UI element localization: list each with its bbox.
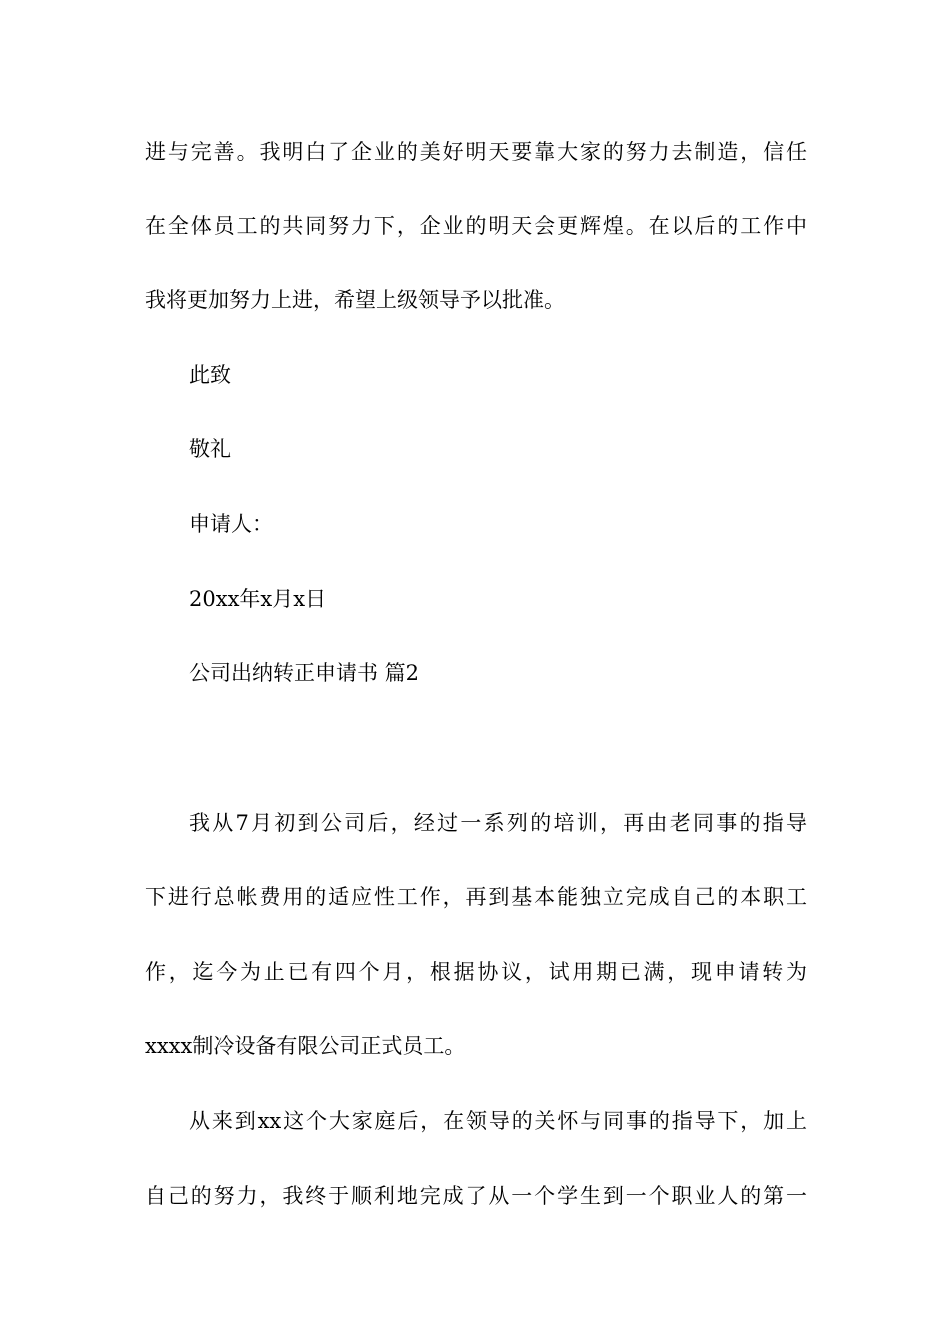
- paragraph-line: 我将更加努力上进，希望上级领导予以批准。: [145, 288, 565, 312]
- paragraph-line: 从来到xx这个大家庭后，在领导的关怀与同事的指导下，加上: [189, 1109, 807, 1133]
- salutation-line: 此致: [189, 363, 231, 387]
- paragraph-line: 我从7月初到公司后，经过一系列的培训，再由老同事的指导: [189, 811, 807, 835]
- paragraph-line: 下进行总帐费用的适应性工作，再到基本能独立完成自己的本职工: [145, 885, 807, 909]
- section-title: 公司出纳转正申请书 篇2: [189, 661, 420, 685]
- paragraph-line: 作，迄今为止已有四个月，根据协议，试用期已满，现申请转为: [145, 960, 807, 984]
- paragraph-line: xxxx制冷设备有限公司正式员工。: [145, 1034, 466, 1058]
- applicant-label: 申请人：: [189, 512, 273, 536]
- paragraph-line: 自己的努力，我终于顺利地完成了从一个学生到一个职业人的第一: [145, 1184, 807, 1208]
- paragraph-line: 进与完善。我明白了企业的美好明天要靠大家的努力去制造，信任: [145, 140, 807, 164]
- salutation-line: 敬礼: [189, 437, 231, 461]
- date-line: 20xx年x月x日: [189, 587, 327, 611]
- paragraph-line: 在全体员工的共同努力下，企业的明天会更辉煌。在以后的工作中: [145, 214, 807, 238]
